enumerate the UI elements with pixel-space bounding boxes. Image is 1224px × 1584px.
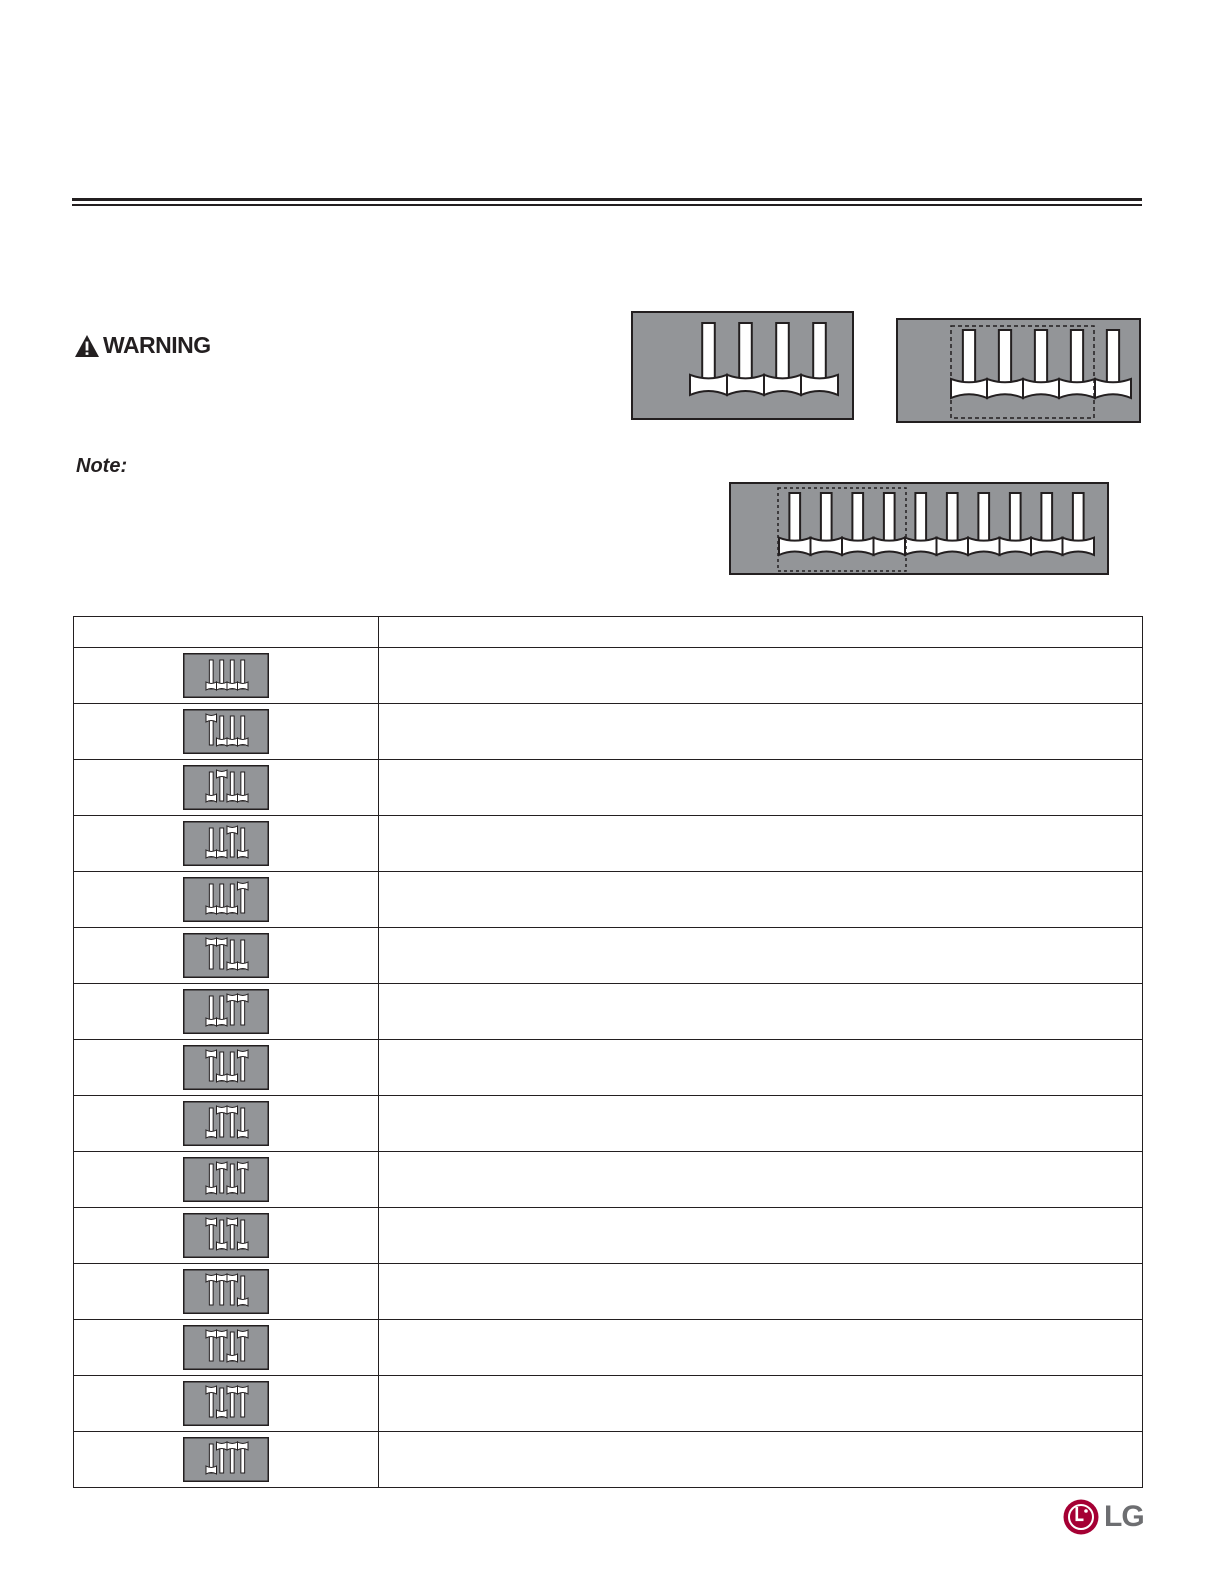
switch-lever bbox=[852, 493, 863, 544]
warning-text: WARNING bbox=[103, 332, 211, 358]
switch-lever bbox=[1041, 493, 1052, 544]
switch-base bbox=[874, 538, 906, 555]
switch-setting-cell bbox=[74, 1096, 379, 1152]
setting-description bbox=[379, 1320, 1143, 1376]
table-row bbox=[74, 1208, 1143, 1264]
switch-base bbox=[905, 538, 937, 555]
table-row bbox=[74, 1040, 1143, 1096]
switch-lever bbox=[1071, 330, 1083, 386]
setting-description bbox=[379, 1096, 1143, 1152]
switch-lever bbox=[1073, 493, 1084, 544]
table-row bbox=[74, 760, 1143, 816]
switch-lever bbox=[963, 330, 975, 386]
switch-setting-cell bbox=[74, 928, 379, 984]
setting-description bbox=[379, 1040, 1143, 1096]
dip-switch-icon bbox=[183, 653, 269, 698]
switch-base bbox=[1000, 538, 1032, 555]
setting-description bbox=[379, 984, 1143, 1040]
lg-logo bbox=[1062, 1498, 1144, 1536]
header-rule-thin bbox=[72, 204, 1142, 206]
switch-base bbox=[951, 379, 987, 398]
dip-switch-icon bbox=[183, 709, 269, 754]
dip-switch-figure-10 bbox=[729, 482, 1109, 576]
switch-lever bbox=[776, 323, 789, 382]
switch-setting-cell bbox=[74, 1040, 379, 1096]
setting-description bbox=[379, 760, 1143, 816]
switch-setting-cell bbox=[74, 1320, 379, 1376]
setting-description bbox=[379, 1152, 1143, 1208]
switch-base bbox=[1023, 379, 1059, 398]
switch-base bbox=[987, 379, 1023, 398]
switch-base bbox=[811, 538, 843, 555]
switch-base bbox=[1031, 538, 1063, 555]
table-row bbox=[74, 1152, 1143, 1208]
dip-switch-icon bbox=[183, 1269, 269, 1314]
table-row bbox=[74, 648, 1143, 704]
note-label: Note: bbox=[76, 455, 128, 477]
dip-switch-icon bbox=[183, 933, 269, 978]
table-row bbox=[74, 816, 1143, 872]
switch-lever bbox=[999, 330, 1011, 386]
switch-setting-cell bbox=[74, 1376, 379, 1432]
dip-switch-icon bbox=[183, 1045, 269, 1090]
switch-setting-cell bbox=[74, 984, 379, 1040]
setting-description bbox=[379, 1264, 1143, 1320]
setting-description bbox=[379, 704, 1143, 760]
switch-lever bbox=[1010, 493, 1021, 544]
setting-description bbox=[379, 1208, 1143, 1264]
switch-lever bbox=[813, 323, 826, 382]
dip-switch-icon bbox=[183, 765, 269, 810]
dip-switch-icon bbox=[183, 1325, 269, 1370]
dip-switch-icon bbox=[183, 821, 269, 866]
switch-lever bbox=[915, 493, 926, 544]
table-row bbox=[74, 704, 1143, 760]
dip-switch-figure-5 bbox=[896, 318, 1141, 424]
switch-lever bbox=[739, 323, 752, 382]
table-row bbox=[74, 1432, 1143, 1488]
switch-lever bbox=[702, 323, 715, 382]
dip-switch-icon bbox=[183, 1213, 269, 1258]
switch-setting-cell bbox=[74, 816, 379, 872]
switch-setting-cell bbox=[74, 1152, 379, 1208]
switch-lever bbox=[789, 493, 800, 544]
table-header-row bbox=[74, 617, 1143, 648]
switch-lever bbox=[821, 493, 832, 544]
switch-lever bbox=[947, 493, 958, 544]
dip-switch-figure-4 bbox=[631, 311, 854, 421]
switch-base bbox=[1059, 379, 1095, 398]
switch-setting-cell bbox=[74, 648, 379, 704]
lg-face-icon bbox=[1062, 1498, 1100, 1536]
setting-description bbox=[379, 648, 1143, 704]
switch-base bbox=[1063, 538, 1095, 555]
table-header-cell bbox=[74, 617, 379, 648]
switch-setting-cell bbox=[74, 1264, 379, 1320]
setting-description bbox=[379, 1376, 1143, 1432]
switch-lever bbox=[884, 493, 895, 544]
switch-lever bbox=[978, 493, 989, 544]
setting-description bbox=[379, 816, 1143, 872]
dip-switch-icon bbox=[183, 877, 269, 922]
dip-switch-icon bbox=[183, 989, 269, 1034]
table-row bbox=[74, 872, 1143, 928]
switch-setting-cell bbox=[74, 704, 379, 760]
switch-base bbox=[842, 538, 874, 555]
table-row bbox=[74, 984, 1143, 1040]
dip-switch-icon bbox=[183, 1381, 269, 1426]
setting-description bbox=[379, 928, 1143, 984]
switch-base bbox=[779, 538, 811, 555]
setting-description bbox=[379, 872, 1143, 928]
switch-lever bbox=[1107, 330, 1119, 386]
table-row bbox=[74, 1320, 1143, 1376]
lg-logo-text: LG bbox=[1104, 1500, 1144, 1533]
table-row bbox=[74, 928, 1143, 984]
warning-triangle-icon bbox=[74, 334, 100, 358]
dip-switch-icon bbox=[183, 1157, 269, 1202]
dip-switch-icon bbox=[183, 1437, 269, 1482]
switch-base bbox=[968, 538, 1000, 555]
switch-setting-cell bbox=[74, 760, 379, 816]
dip-switch-settings-table bbox=[73, 616, 1143, 1488]
switch-lever bbox=[1035, 330, 1047, 386]
switch-setting-cell bbox=[74, 872, 379, 928]
switch-setting-cell bbox=[74, 1432, 379, 1488]
dip-switch-icon bbox=[183, 1101, 269, 1146]
switch-setting-cell bbox=[74, 1208, 379, 1264]
setting-description bbox=[379, 1432, 1143, 1488]
switch-base bbox=[937, 538, 969, 555]
table-row bbox=[74, 1376, 1143, 1432]
header-rule-thick bbox=[72, 198, 1142, 201]
table-row bbox=[74, 1096, 1143, 1152]
warning-label bbox=[74, 332, 211, 359]
table-header-cell bbox=[379, 617, 1143, 648]
table-row bbox=[74, 1264, 1143, 1320]
switch-base bbox=[1095, 379, 1131, 398]
